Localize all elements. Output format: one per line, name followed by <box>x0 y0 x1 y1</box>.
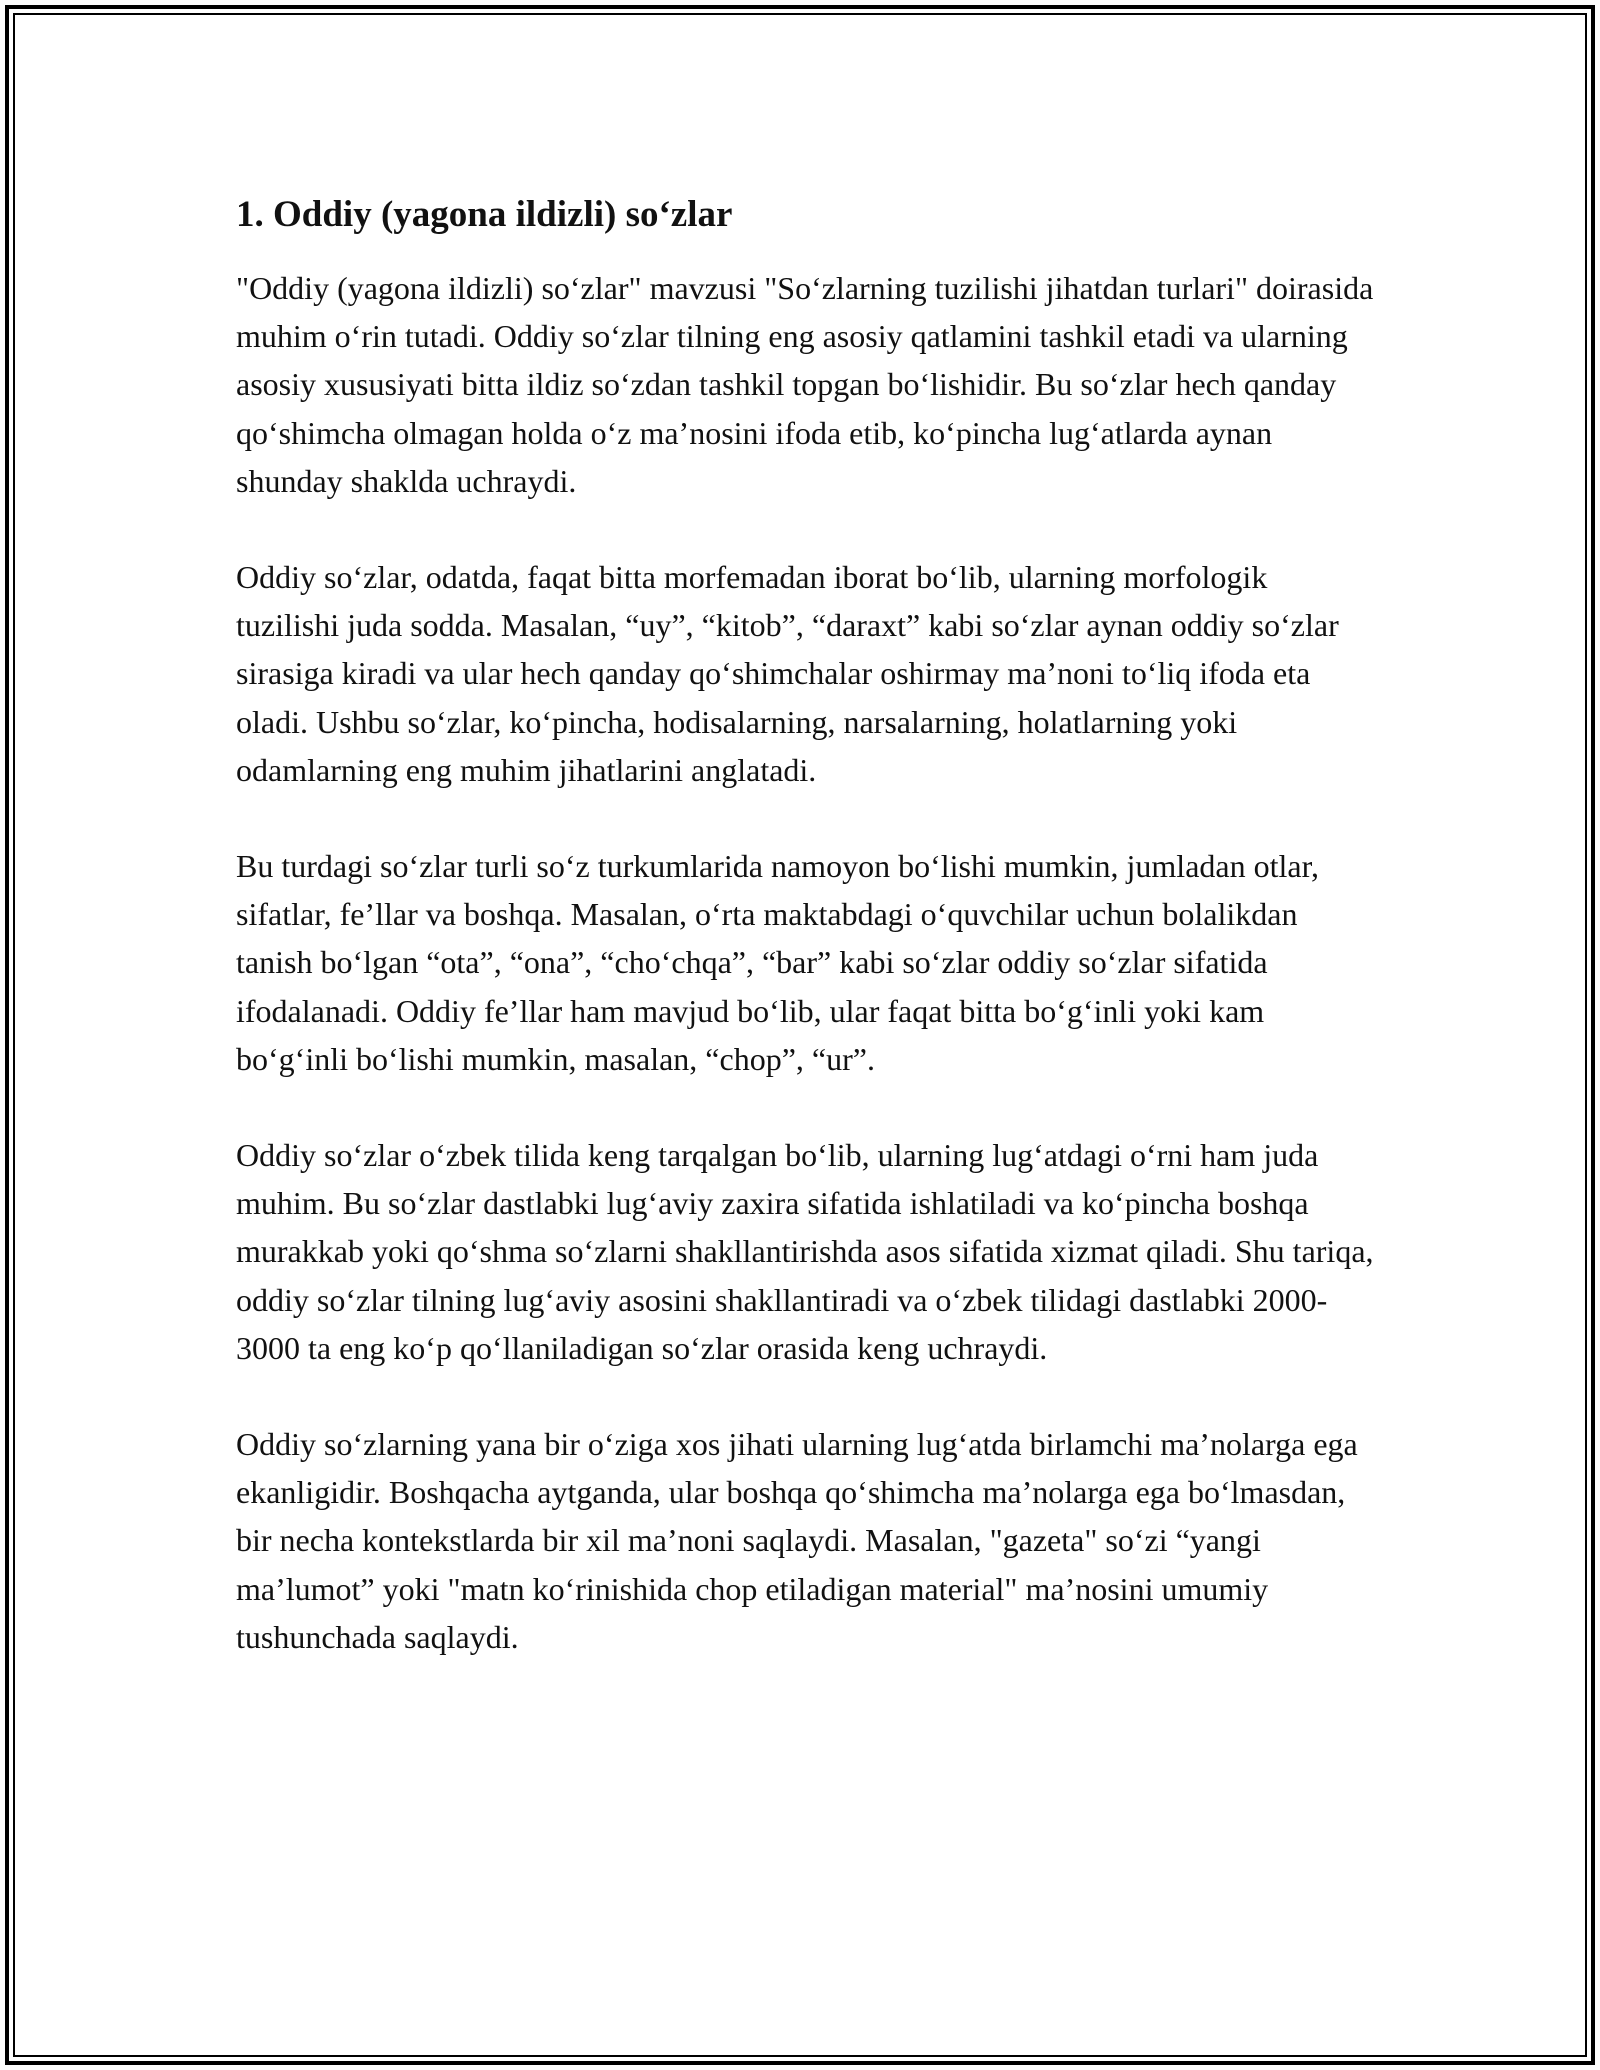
paragraph-1: "Oddiy (yagona ildizli) so‘zlar" mavzusi "So‘zlarning tuzilishi jihatdan turlari" doirasida muhim o‘rin tutadi. Oddiy so‘zlar tilning eng asosiy qatlamini tashkil etadi va ularning asosiy xususiyati bitta ildiz so‘zdan tashkil topgan bo‘lishidir. Bu so‘zlar hech qanday qo‘shimcha olmagan holda o‘z ma’nosini ifoda etib, ko‘pincha lug‘atlarda aynan shunday shaklda uchraydi. <box>236 270 1374 499</box>
document-title: 1. Oddiy (yagona ildizli) so‘zlar <box>236 194 733 235</box>
paragraph-4: Oddiy so‘zlar o‘zbek tilida keng tarqalgan bo‘lib, ularning lug‘atdagi o‘rni ham juda muhim. Bu so‘zlar dastlabki lug‘aviy zaxira sifatida ishlatiladi va ko‘pincha boshqa murakkab yoki qo‘shma so‘zlarni shakllantirishda asos sifatida xizmat qiladi. Shu tariqa, oddiy so‘zlar tilning lug‘aviy asosini shakllantiradi va o‘zbek tilidagi dastlabki 2000-3000 ta eng ko‘p qo‘llaniladigan so‘zlar orasida keng uchraydi. <box>236 1137 1374 1366</box>
paragraph-5: Oddiy so‘zlarning yana bir o‘ziga xos jihati ularning lug‘atda birlamchi ma’nolarga ega ekanligidir. Boshqacha aytganda, ular boshqa qo‘shimcha ma’nolarga ega bo‘lmasdan, bir necha kontekstlarda bir xil ma’noni saqlaydi. Masalan, "gazeta" so‘zi “yangi ma’lumot” yoki "matn ko‘rinishida chop etiladigan material" ma’nosini umumiy tushunchada saqlaydi. <box>236 1426 1358 1655</box>
document-body <box>236 188 1376 1661</box>
paragraph-3: Bu turdagi so‘zlar turli so‘z turkumlarida namoyon bo‘lishi mumkin, jumladan otlar, sifatlar, fe’llar va boshqa. Masalan, o‘rta maktabdagi o‘quvchilar uchun bolalikdan tanish bo‘lgan “ota”, “ona”, “cho‘chqa”, “bar” kabi so‘zlar oddiy so‘zlar sifatida ifodalanadi. Oddiy fe’llar ham mavjud bo‘lib, ular faqat bitta bo‘g‘inli yoki kam bo‘g‘inli bo‘lishi mumkin, masalan, “chop”, “ur”. <box>236 848 1319 1077</box>
paragraph-2: Oddiy so‘zlar, odatda, faqat bitta morfemadan iborat bo‘lib, ularning morfologik tuzilishi juda sodda. Masalan, “uy”, “kitob”, “daraxt” kabi so‘zlar aynan oddiy so‘zlar sirasiga kiradi va ular hech qanday qo‘shimchalar oshirmay ma’noni to‘liq ifoda eta oladi. Ushbu so‘zlar, ko‘pincha, hodisalarning, narsalarning, holatlarning yoki odamlarning eng muhim jihatlarini anglatadi. <box>236 559 1339 788</box>
